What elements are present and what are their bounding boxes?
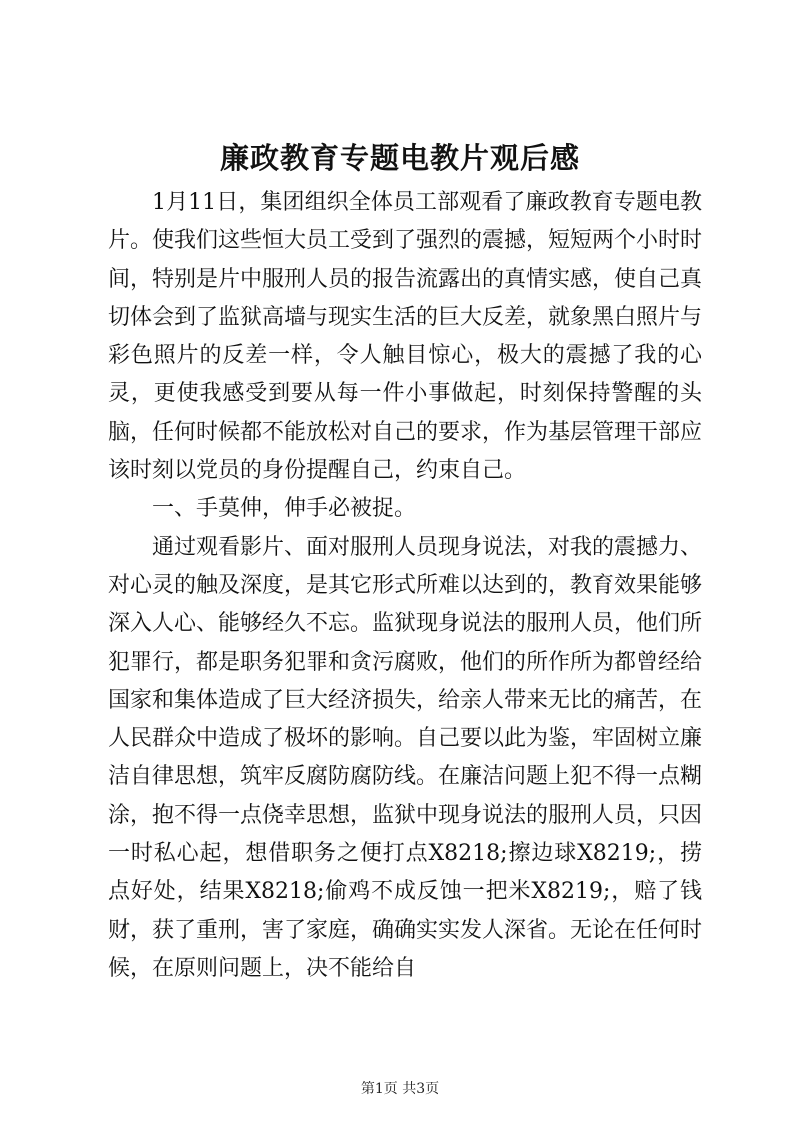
document-body [108, 184, 702, 988]
paragraph-intro: 1月11日，集团组织全体员工部观看了廉政教育专题电教片。使我们这些恒大员工受到了强烈的震撼，短短两个小时时间，特别是片中服刑人员的报告流露出的真情实感，使自己真切体会到了监狱高墙与现实生活的巨大反差，就象黑白照片与彩色照片的反差一样，令人触目惊心，极大的震撼了我的心灵，更使我感受到要从每一件小事做起，时刻保持警醒的头脑，任何时候都不能放松对自己的要求，作为基层管理干部应该时刻以党员的身份提醒自己，约束自己。 [108, 190, 703, 484]
paragraph-section-1: 通过观看影片、面对服刑人员现身说法，对我的震撼力、对心灵的触及深度，是其它形式所难以达到的，教育效果能够深入人心、能够经久不忘。监狱现身说法的服刑人员，他们所犯罪行，都是职务犯罪和贪污腐败，他们的所作所为都曾经给国家和集体造成了巨大经济损失，给亲人带来无比的痛苦，在人民群众中造成了极坏的影响。自己要以此为鉴，牢固树立廉洁自律思想，筑牢反腐防腐防线。在廉洁问题上犯不得一点糊涂，抱不得一点侥幸思想，监狱中现身说法的服刑人员，只因一时私心起，想借职务之便打点X8218;擦边球X8219;，捞点好处，结果X8218;偷鸡不成反蚀一把米X8219;，赔了钱财，获了重刑，害了家庭，确确实实发人深省。无论在任何时候，在原则问题上，决不能给自 [108, 534, 703, 981]
section-heading-1: 一、手莫伸，伸手必被捉。 [152, 496, 417, 522]
document-title: 廉政教育专题电教片观后感 [219, 141, 580, 175]
page-number-footer: 第1页 共3页 [360, 1081, 440, 1097]
